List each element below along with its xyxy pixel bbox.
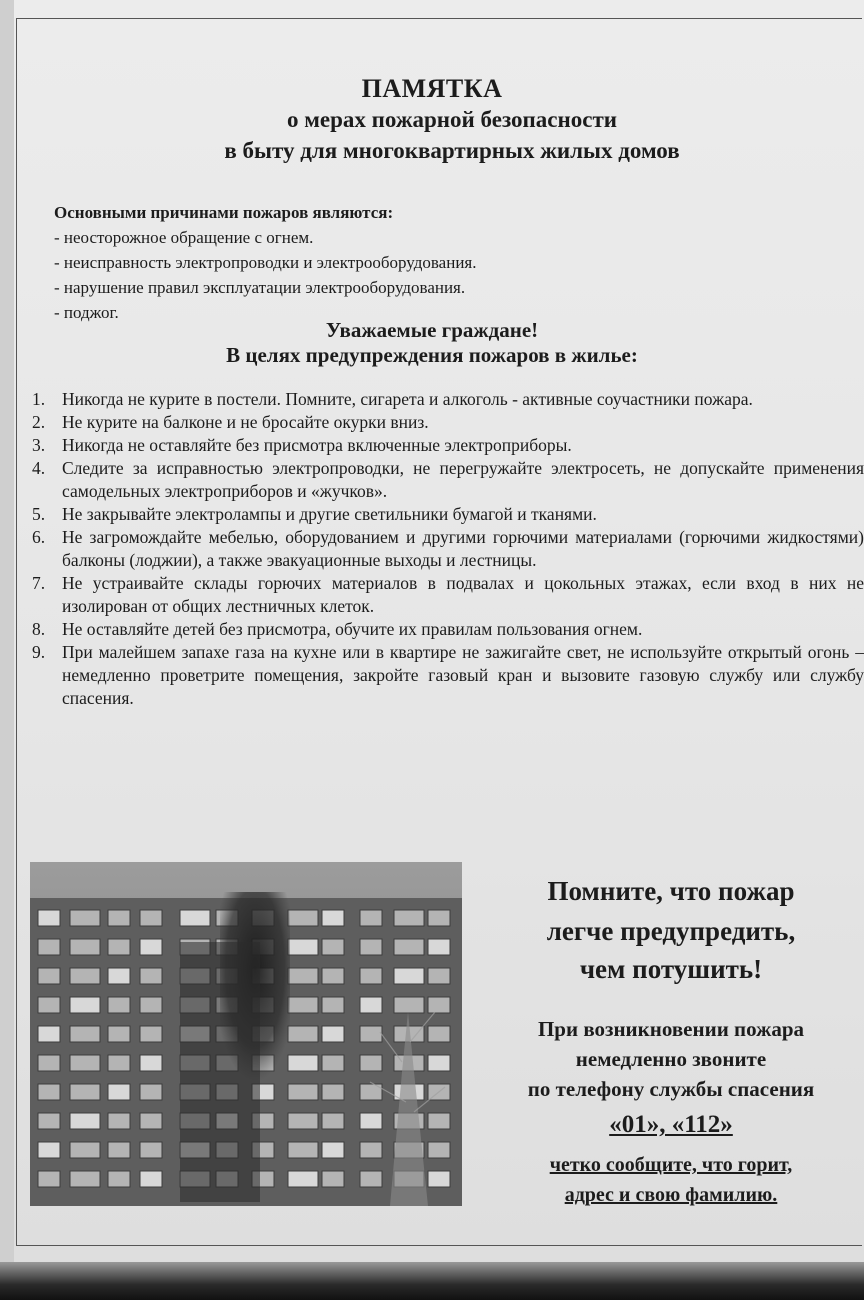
building-window <box>288 1026 318 1042</box>
building-window <box>108 1113 130 1129</box>
rule-item <box>32 618 864 641</box>
building-window <box>70 939 100 955</box>
rule-text: Никогда не оставляйте без присмотра включенные электроприборы. <box>62 435 572 455</box>
building-window <box>428 1026 450 1042</box>
building-window <box>428 910 450 926</box>
building-window <box>140 939 162 955</box>
appeal-purpose: В целях предупреждения пожаров в жилье: <box>226 343 638 367</box>
slogan-line2: легче предупредить, <box>546 916 796 946</box>
building-window <box>38 910 60 926</box>
building-window <box>360 1026 382 1042</box>
rule-text: Никогда не курите в постели. Помните, сигарета и алкоголь - активные соучастники пожара. <box>62 389 753 409</box>
rule-number: 3. <box>32 435 46 455</box>
rule-item <box>32 641 864 710</box>
rule-text: Не оставляйте детей без присмотра, обучите их правилам пользования огнем. <box>62 619 643 639</box>
rule-text: Не загромождайте мебелью, оборудованием и другими горючими материалами (горючими жидкостями) балконы (лоджии), а также эвакуационные выходы и лестницы. <box>62 527 864 570</box>
rule-item <box>32 503 864 526</box>
building-window <box>360 1113 382 1129</box>
building-window <box>288 1171 318 1187</box>
building-window <box>70 968 100 984</box>
building-window <box>180 910 210 926</box>
rule-text: Не устраивайте склады горючих материалов в подвалах и цокольных этажах, если вход в них не изолирован от общих лестничных клеток. <box>62 573 864 616</box>
appeal-greeting: Уважаемые граждане! <box>325 318 539 342</box>
report-instruction-line2: адрес и свою фамилию. <box>564 1184 778 1206</box>
building-window <box>70 1171 100 1187</box>
building-window <box>38 1084 60 1100</box>
rule-item <box>32 411 864 434</box>
building-window <box>428 1055 450 1071</box>
building-window <box>428 1113 450 1129</box>
building-window <box>70 1084 100 1100</box>
rule-number: 7. <box>32 573 46 593</box>
rule-number: 1. <box>32 389 46 409</box>
building-window <box>108 1171 130 1187</box>
building-window <box>428 939 450 955</box>
call-instruction-line2: немедленно звоните <box>575 1047 767 1071</box>
slogan-line3: чем потушить! <box>579 954 763 984</box>
rule-text: Не закрывайте электролампы и другие светильники бумагой и тканями. <box>62 504 597 524</box>
building-window <box>322 1171 344 1187</box>
building-window <box>140 910 162 926</box>
rule-number: 8. <box>32 619 46 639</box>
building-window <box>288 939 318 955</box>
building-window <box>288 1113 318 1129</box>
building-window <box>140 1113 162 1129</box>
building-window <box>38 997 60 1013</box>
building-window <box>394 968 424 984</box>
causes-section <box>54 200 834 325</box>
building-window <box>70 1055 100 1071</box>
building-window <box>322 997 344 1013</box>
building-window <box>70 1026 100 1042</box>
rule-text: При малейшем запахе газа на кухне или в квартире не зажигайте свет, не используйте открытый огонь – немедленно проветрите помещения, закройте газовый кран и вызовите газовую службу или службу спасения. <box>62 642 864 708</box>
building-window <box>360 1171 382 1187</box>
cause-item: - поджог. <box>54 303 119 322</box>
rule-item <box>32 526 864 572</box>
building-window <box>140 1084 162 1100</box>
building-window <box>108 1142 130 1158</box>
building-window <box>288 1142 318 1158</box>
building-window <box>322 1026 344 1042</box>
building-window <box>322 1055 344 1071</box>
cause-item: - неисправность электропроводки и электрооборудования. <box>54 253 477 272</box>
building-window <box>322 939 344 955</box>
rule-item <box>32 457 864 503</box>
building-window <box>108 939 130 955</box>
building-window <box>38 1142 60 1158</box>
building-window <box>140 1055 162 1071</box>
building-window <box>140 997 162 1013</box>
building-window <box>288 910 318 926</box>
building-window <box>322 910 344 926</box>
building-window <box>288 1084 318 1100</box>
building-window <box>322 1142 344 1158</box>
rule-number: 9. <box>32 642 46 662</box>
building-window <box>70 1142 100 1158</box>
building-window <box>108 997 130 1013</box>
building-window <box>428 968 450 984</box>
building-window <box>394 997 424 1013</box>
building-window <box>322 1084 344 1100</box>
document-subtitle-line2: в быту для многоквартирных жилых домов <box>224 138 680 163</box>
building-window <box>428 1142 450 1158</box>
building-window <box>108 910 130 926</box>
rule-number: 2. <box>32 412 46 432</box>
building-window <box>288 968 318 984</box>
building-window <box>428 1171 450 1187</box>
building-window <box>38 1113 60 1129</box>
building-window <box>140 1171 162 1187</box>
rule-number: 4. <box>32 458 46 478</box>
building-window <box>38 1026 60 1042</box>
building-window <box>38 1055 60 1071</box>
building-window <box>360 1142 382 1158</box>
burning-building-photo <box>30 862 462 1206</box>
table-surface <box>0 1262 864 1300</box>
building-window <box>360 910 382 926</box>
building-window <box>108 968 130 984</box>
report-instruction-line1: четко сообщите, что горит, <box>549 1154 793 1176</box>
building-window <box>360 997 382 1013</box>
rule-item <box>32 434 864 457</box>
building-window <box>108 1084 130 1100</box>
building-window <box>108 1026 130 1042</box>
apartment-building-illustration <box>30 862 462 1206</box>
cause-item: - неосторожное обращение с огнем. <box>54 228 314 247</box>
rule-item <box>32 388 864 411</box>
building-window <box>70 997 100 1013</box>
building-window <box>108 1055 130 1071</box>
building-window <box>288 997 318 1013</box>
building-window <box>322 968 344 984</box>
building-window <box>38 939 60 955</box>
building-window <box>38 968 60 984</box>
rule-number: 6. <box>32 527 46 547</box>
building-window <box>38 1171 60 1187</box>
building-window <box>394 939 424 955</box>
document-subtitle-line1: о мерах пожарной безопасности <box>286 107 618 132</box>
building-window <box>360 939 382 955</box>
building-window <box>360 968 382 984</box>
rule-item <box>32 572 864 618</box>
call-instruction-line3: по телефону службы спасения <box>527 1077 815 1101</box>
building-window <box>288 1055 318 1071</box>
rule-text: Следите за исправностью электропроводки, не перегружайте электросеть, не допускайте применения самодельных электроприборов и «жучков». <box>62 458 864 501</box>
building-window <box>70 910 100 926</box>
call-instruction-line1: При возникновении пожара <box>537 1017 805 1041</box>
building-window <box>360 1055 382 1071</box>
causes-lead: Основными причинами пожаров являются: <box>54 203 394 222</box>
rule-text: Не курите на балконе и не бросайте окурки вниз. <box>62 412 429 432</box>
building-window <box>70 1113 100 1129</box>
document-title: ПАМЯТКА <box>361 74 503 103</box>
building-window <box>322 1113 344 1129</box>
slogan-line1: Помните, что пожар <box>547 876 795 906</box>
building-window <box>140 968 162 984</box>
rule-number: 5. <box>32 504 46 524</box>
cause-item: - нарушение правил эксплуатации электрооборудования. <box>54 278 466 297</box>
building-window <box>140 1026 162 1042</box>
safety-rules-list <box>32 388 864 710</box>
building-window <box>394 910 424 926</box>
emergency-phone-numbers: «01», «112» <box>609 1111 733 1138</box>
building-window <box>428 997 450 1013</box>
building-window <box>140 1142 162 1158</box>
